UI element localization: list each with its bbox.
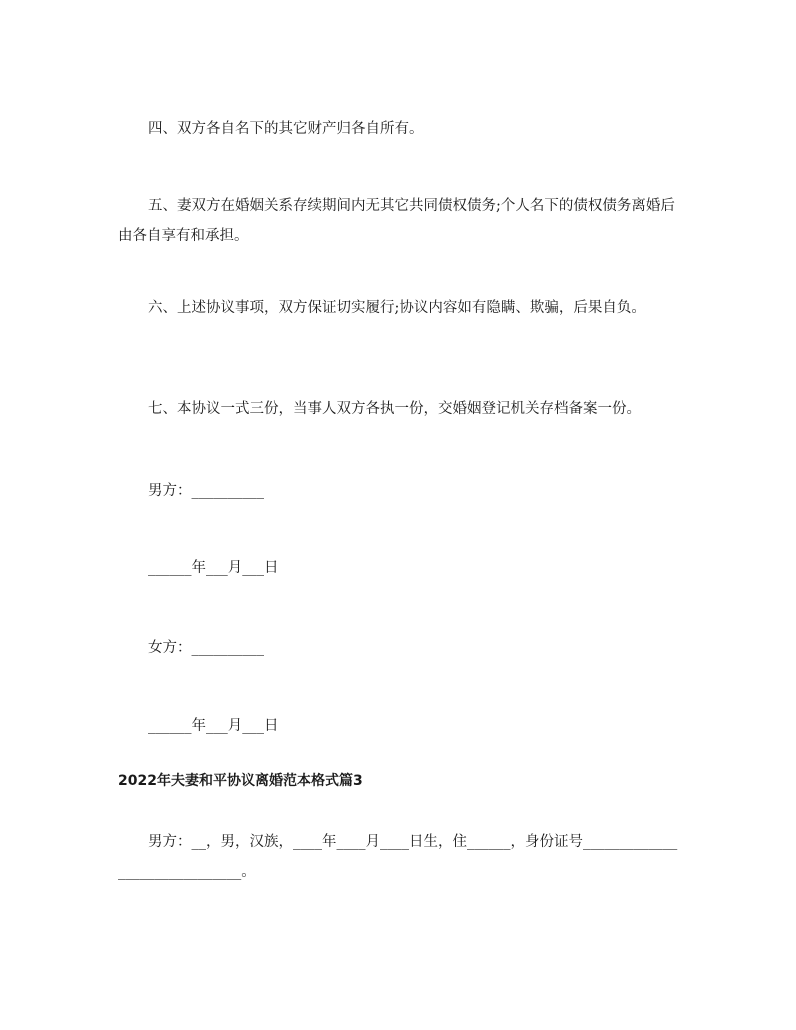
- clause-six: 六、上述协议事项，双方保证切实履行;协议内容如有隐瞒、欺骗，后果自负。: [148, 300, 646, 316]
- male-date-line: ______年___月___日: [148, 560, 279, 576]
- male-signature-line: 男方：__________: [148, 483, 264, 499]
- female-signature-line: 女方：__________: [148, 640, 264, 656]
- section-heading: 2022年夫妻和平协议离婚范本格式篇3: [118, 773, 363, 789]
- clause-seven: 七、本协议一式三份，当事人双方各执一份，交婚姻登记机关存档备案一份。: [148, 401, 641, 417]
- female-date-line: ______年___月___日: [148, 718, 279, 734]
- clause-four: 四、双方各自名下的其它财产归各自所有。: [148, 121, 424, 137]
- clause-five: 五、妻双方在婚姻关系存续期间内无其它共同债权债务;个人名下的债权债务离婚后由各自享有和承担。: [118, 198, 675, 244]
- male-party-info: 男方：__，男，汉族，____年____月____日生，住______，身份证号______________________________。: [118, 834, 678, 880]
